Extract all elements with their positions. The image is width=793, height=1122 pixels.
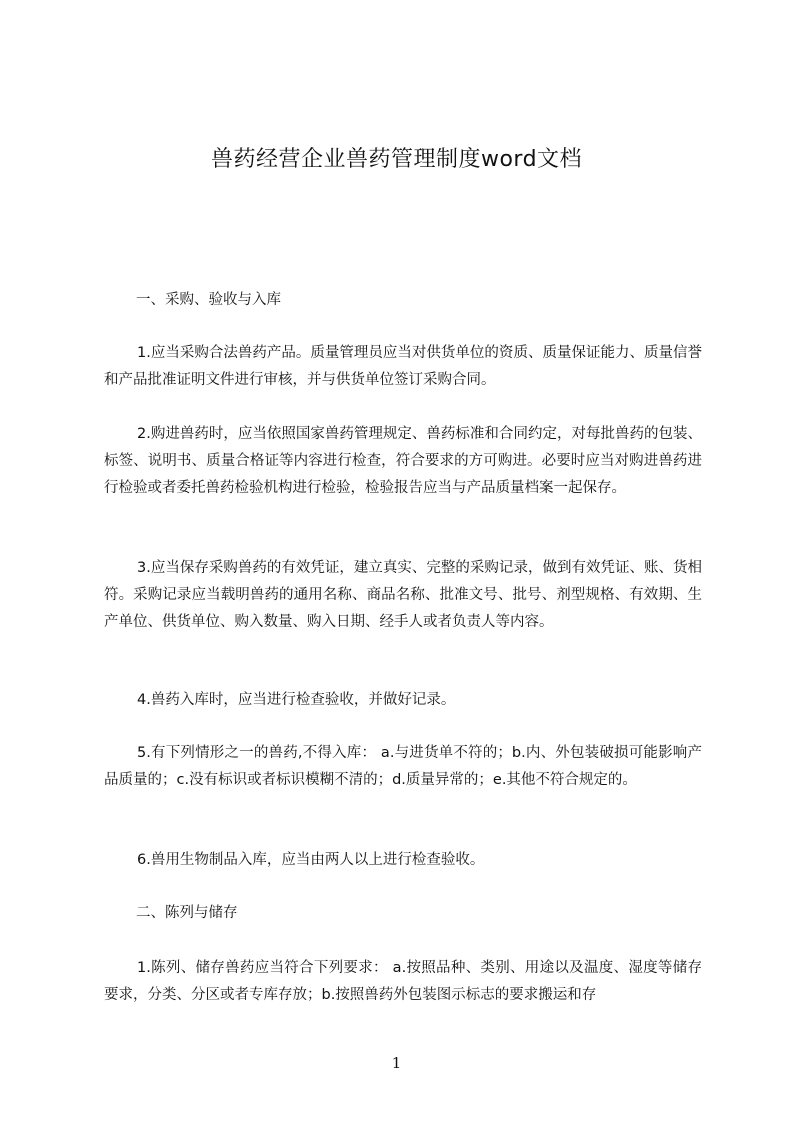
document-title: 兽药经营企业兽药管理制度word文档 xyxy=(210,147,583,172)
paragraph: 3.应当保存采购兽药的有效凭证，建立真实、完整的采购记录，做到有效凭证、账、货相符。采购记录应当载明兽药的通用名称、商品名称、批准文号、批号、剂型规格、有效期、生产单位、供货单位、购入数量、购入日期、经手人或者负责人等内容。 xyxy=(104,560,702,630)
paragraph: 4.兽药入库时，应当进行检查验收，并做好记录。 xyxy=(137,692,456,708)
section-heading: 二、陈列与储存 xyxy=(136,905,238,921)
paragraph: 5.有下列情形之一的兽药,不得入库： a.与进货单不符的；b.内、外包装破损可能影响产品质量的；c.没有标识或者标识模糊不清的；d.质量异常的；e.其他不符合规定的。 xyxy=(104,745,702,788)
paragraph: 6.兽用生物制品入库，应当由两人以上进行检查验收。 xyxy=(137,852,485,868)
paragraph: 1.陈列、储存兽药应当符合下列要求： a.按照品种、类别、用途以及温度、湿度等储存要求，分类、分区或者专库存放；b.按照兽药外包装图示标志的要求搬运和存 xyxy=(104,960,702,1003)
paragraph: 2.购进兽药时，应当依照国家兽药管理规定、兽药标准和合同约定，对每批兽药的包装、标签、说明书、质量合格证等内容进行检查，符合要求的方可购进。必要时应当对购进兽药进行检验或者委托兽药检验机构进行检验，检验报告应当与产品质量档案一起保存。 xyxy=(104,426,702,496)
page-number: 1 xyxy=(391,1054,402,1072)
paragraph: 1.应当采购合法兽药产品。质量管理员应当对供货单位的资质、质量保证能力、质量信誉和产品批准证明文件进行审核，并与供货单位签订采购合同。 xyxy=(104,345,702,388)
section-heading: 一、采购、验收与入库 xyxy=(136,292,281,308)
